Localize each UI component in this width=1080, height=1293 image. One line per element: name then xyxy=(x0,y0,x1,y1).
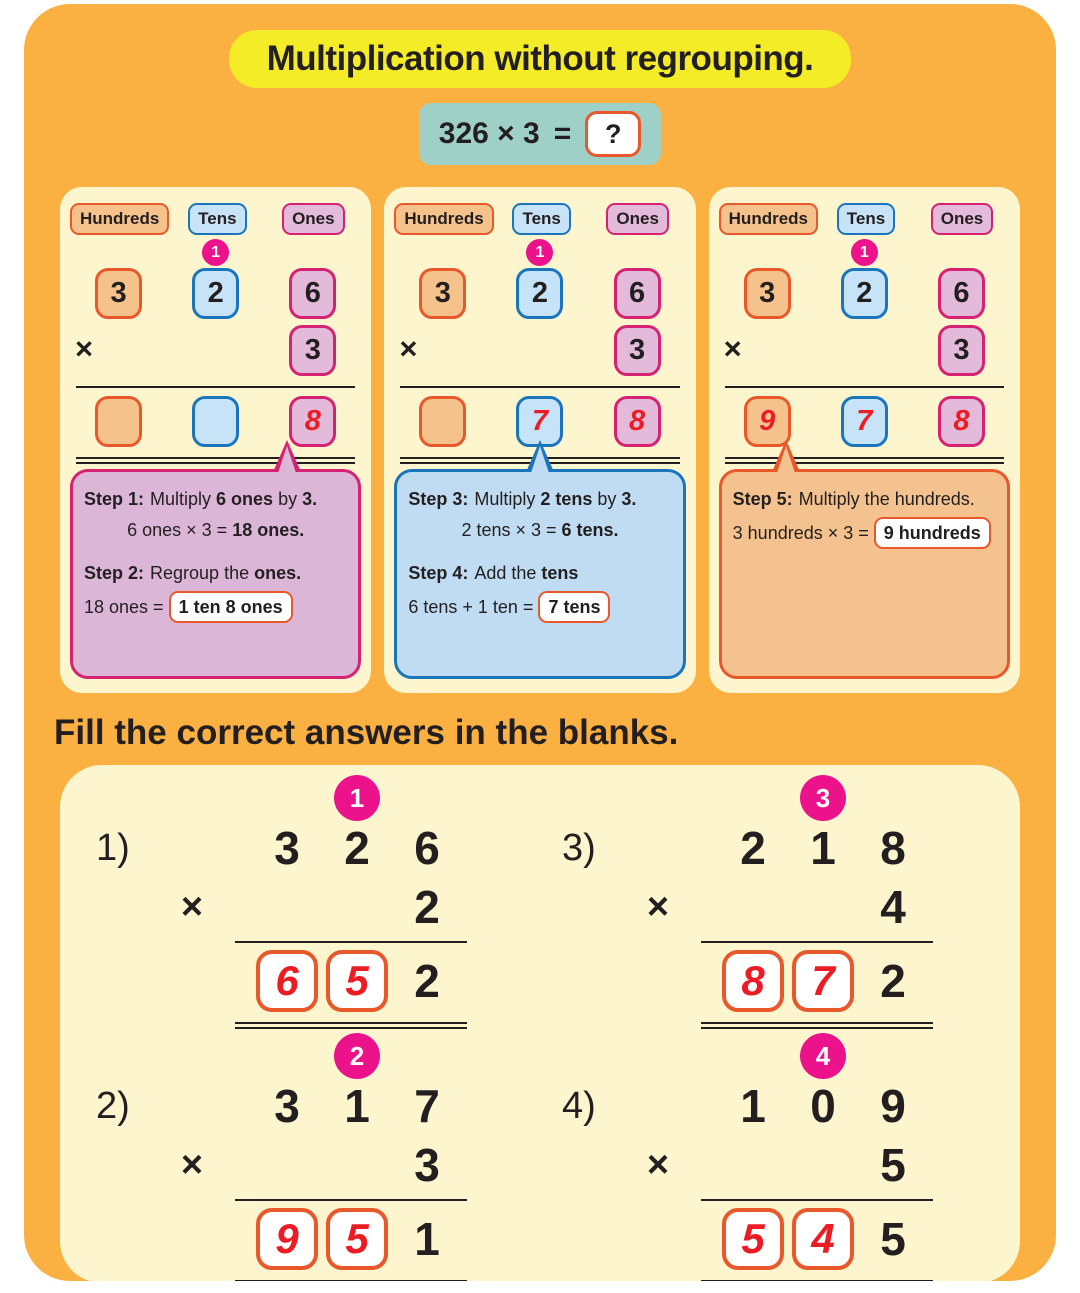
answer-digit: 6 xyxy=(275,957,299,1004)
ones-label: Ones xyxy=(931,203,994,235)
bubble-tail xyxy=(526,440,554,472)
problem-digit: 0 xyxy=(810,1080,836,1132)
step-text: by xyxy=(273,489,303,509)
answer-digit: 7 xyxy=(811,957,835,1004)
answer-row xyxy=(548,1203,998,1275)
problem-label: 4) xyxy=(562,1084,596,1127)
digit-cell-hundreds: 3 xyxy=(95,268,142,319)
rule-line xyxy=(235,941,467,943)
times-sign: × xyxy=(646,1143,670,1186)
step-bold: 6 tens. xyxy=(561,520,619,541)
problem-digit: 9 xyxy=(880,1080,906,1132)
problem-multiplier: 3 xyxy=(414,1139,440,1191)
instruction-heading: Fill the correct answers in the blanks. xyxy=(54,713,679,752)
rule-line xyxy=(725,386,1004,388)
problem-digit: 1 xyxy=(344,1080,370,1132)
multiplier-cell: 3 xyxy=(614,325,661,376)
tens-label: Tens xyxy=(188,203,246,235)
double-rule xyxy=(725,457,1004,464)
times-sign: × xyxy=(180,1143,204,1186)
step-line xyxy=(408,591,671,623)
given-digit: 5 xyxy=(880,1213,906,1265)
place-labels-row xyxy=(60,203,371,235)
multiplicand-row xyxy=(82,1077,532,1135)
step-bubble-2 xyxy=(394,469,685,679)
step-text: Multiply xyxy=(474,489,541,509)
problem-digit: 2 xyxy=(740,822,766,874)
example-panel-2 xyxy=(384,187,695,693)
step-label: Step 1: xyxy=(84,489,145,509)
problem-multiplier: 4 xyxy=(880,881,906,933)
digit-cell-tens: 2 xyxy=(841,268,888,319)
problem-2 xyxy=(82,1033,532,1281)
rule-line xyxy=(701,1199,933,1201)
answer-row xyxy=(82,945,532,1017)
bubble-tail xyxy=(772,440,800,472)
multiplier-row xyxy=(60,325,371,376)
place-labels-row xyxy=(384,203,695,235)
problem-digit: 8 xyxy=(880,822,906,874)
answer-box[interactable] xyxy=(256,950,318,1012)
step-bold: 3. xyxy=(302,489,318,509)
step-text: 3 hundreds × 3 = xyxy=(732,523,874,544)
digit-cell-ones: 6 xyxy=(938,268,985,319)
answer-box[interactable] xyxy=(792,950,854,1012)
step-text: 18 ones = xyxy=(84,597,169,618)
digit-cell-tens: 2 xyxy=(516,268,563,319)
answer-row xyxy=(82,1203,532,1275)
result-cell-tens[interactable]: 7 xyxy=(516,396,563,447)
multiplier-row xyxy=(82,877,532,937)
result-cell-hundreds[interactable] xyxy=(95,396,142,447)
step-text: Multiply xyxy=(150,489,217,509)
result-cell-tens[interactable] xyxy=(192,396,239,447)
rule-line xyxy=(76,386,355,388)
worksheet-card xyxy=(24,4,1056,1281)
hundreds-label: Hundreds xyxy=(70,203,169,235)
times-sign: × xyxy=(723,331,742,366)
step-text: 2 tens × 3 = xyxy=(461,520,562,541)
carry-row xyxy=(60,239,371,266)
result-cell-hundreds[interactable] xyxy=(419,396,466,447)
step-label: Step 2: xyxy=(84,563,145,584)
answer-box[interactable] xyxy=(326,1208,388,1270)
step-line xyxy=(408,486,671,512)
place-labels-row xyxy=(709,203,1020,235)
answer-box[interactable] xyxy=(256,1208,318,1270)
step-line xyxy=(408,517,671,543)
multiplier-cell: 3 xyxy=(938,325,985,376)
step-bubble-1 xyxy=(70,469,361,679)
answer-digit: 4 xyxy=(811,1215,835,1262)
multiplier-row xyxy=(548,1135,998,1195)
hundreds-label: Hundreds xyxy=(719,203,818,235)
multiplicand-row xyxy=(82,819,532,877)
problem-digit: 6 xyxy=(414,822,440,874)
ones-label: Ones xyxy=(606,203,669,235)
example-panels-row xyxy=(60,187,1020,693)
multiplicand-row xyxy=(548,819,998,877)
question-answer-box[interactable]: ? xyxy=(585,111,641,157)
digit-cell-ones: 6 xyxy=(289,268,336,319)
problem-1 xyxy=(82,775,532,1029)
double-rule xyxy=(701,1022,933,1029)
step-text: Multiply the hundreds. xyxy=(798,489,975,509)
step-line xyxy=(733,486,996,512)
answer-digit: 5 xyxy=(345,957,369,1004)
step-line xyxy=(408,560,671,586)
digit-cell-ones: 6 xyxy=(614,268,661,319)
page-title: Multiplication without regrouping. xyxy=(229,30,852,88)
double-rule xyxy=(76,457,355,464)
problem-badge: 3 xyxy=(800,775,846,821)
rule-line xyxy=(400,386,679,388)
answer-box[interactable] xyxy=(326,950,388,1012)
problem-label: 1) xyxy=(96,826,130,869)
result-cell-ones[interactable]: 8 xyxy=(614,396,661,447)
times-sign: × xyxy=(399,331,418,366)
problem-digit: 2 xyxy=(344,822,370,874)
problem-multiplier: 5 xyxy=(880,1139,906,1191)
carry-badge: 1 xyxy=(851,239,878,266)
times-sign: × xyxy=(646,885,670,928)
carry-row xyxy=(709,239,1020,266)
digit-cell-hundreds: 3 xyxy=(419,268,466,319)
digit-cell-tens: 2 xyxy=(192,268,239,319)
answer-chip[interactable]: 1 ten 8 ones xyxy=(169,591,293,623)
example-panel-1 xyxy=(60,187,371,693)
problem-digit: 3 xyxy=(274,822,300,874)
step-line xyxy=(84,486,347,512)
step-label: Step 4: xyxy=(408,563,469,584)
step-bold: tens xyxy=(541,563,579,584)
step-bold: ones. xyxy=(254,563,302,584)
step-bold: 18 ones. xyxy=(232,520,305,541)
rule-line xyxy=(235,1199,467,1201)
step-line xyxy=(84,517,347,543)
step-bold: 6 ones xyxy=(216,489,274,509)
digit-cell-hundreds: 3 xyxy=(744,268,791,319)
multiplicand-row xyxy=(548,1077,998,1135)
step-line xyxy=(84,560,347,586)
step-text: Add the xyxy=(474,563,542,584)
answer-box[interactable] xyxy=(792,1208,854,1270)
answer-chip[interactable]: 7 tens xyxy=(538,591,610,623)
step-line xyxy=(84,591,347,623)
problem-3 xyxy=(548,775,998,1029)
problem-digit: 3 xyxy=(274,1080,300,1132)
result-cell-hundreds[interactable]: 9 xyxy=(744,396,791,447)
double-rule xyxy=(701,1280,933,1281)
equation-expression: 326 × 3 xyxy=(438,117,540,150)
times-sign: × xyxy=(180,885,204,928)
problem-digit: 1 xyxy=(810,822,836,874)
step-text: Regroup the xyxy=(150,563,255,584)
step-line xyxy=(733,517,996,549)
example-panel-3 xyxy=(709,187,1020,693)
step-bold: 2 tens xyxy=(540,489,593,509)
answer-box[interactable] xyxy=(722,1208,784,1270)
double-rule xyxy=(235,1280,467,1281)
practice-panel xyxy=(60,765,1020,1281)
given-digit: 1 xyxy=(414,1213,440,1265)
tens-label: Tens xyxy=(512,203,570,235)
carry-row xyxy=(384,239,695,266)
multiplicand-row xyxy=(60,268,371,319)
answer-row xyxy=(548,945,998,1017)
problem-badge: 1 xyxy=(334,775,380,821)
given-digit: 2 xyxy=(414,955,440,1007)
multiplier-row xyxy=(548,877,998,937)
equation-box xyxy=(419,103,661,165)
tens-label: Tens xyxy=(837,203,895,235)
times-sign: × xyxy=(75,331,94,366)
multiplicand-row xyxy=(709,268,1020,319)
step-bubble-3 xyxy=(719,469,1010,679)
carry-badge: 1 xyxy=(526,239,553,266)
answer-digit: 9 xyxy=(275,1215,299,1262)
multiplier-row xyxy=(709,325,1020,376)
carry-badge: 1 xyxy=(202,239,229,266)
equals-sign: = xyxy=(553,117,572,150)
answer-digit: 5 xyxy=(345,1215,369,1262)
problem-label: 2) xyxy=(96,1084,130,1127)
answer-digit: 5 xyxy=(741,1215,765,1262)
result-cell-tens[interactable]: 7 xyxy=(841,396,888,447)
double-rule xyxy=(235,1022,467,1029)
answer-chip[interactable]: 9 hundreds xyxy=(874,517,991,549)
multiplier-row xyxy=(384,325,695,376)
step-label: Step 3: xyxy=(408,489,469,509)
hundreds-label: Hundreds xyxy=(394,203,493,235)
step-text: 6 ones × 3 = xyxy=(127,520,233,541)
result-row xyxy=(709,396,1020,447)
bubble-tail xyxy=(273,440,301,472)
step-text: by xyxy=(592,489,622,509)
problem-multiplier: 2 xyxy=(414,881,440,933)
ones-label: Ones xyxy=(282,203,345,235)
step-bold: 3. xyxy=(621,489,637,509)
answer-box[interactable] xyxy=(722,950,784,1012)
given-digit: 2 xyxy=(880,955,906,1007)
problem-label: 3) xyxy=(562,826,596,869)
step-label: Step 5: xyxy=(732,489,793,509)
multiplier-cell: 3 xyxy=(289,325,336,376)
multiplicand-row xyxy=(384,268,695,319)
rule-line xyxy=(701,941,933,943)
problem-badge: 4 xyxy=(800,1033,846,1079)
problem-4 xyxy=(548,1033,998,1281)
result-cell-ones[interactable]: 8 xyxy=(289,396,336,447)
result-row xyxy=(60,396,371,447)
problem-digit: 7 xyxy=(414,1080,440,1132)
answer-digit: 8 xyxy=(741,957,765,1004)
problem-badge: 2 xyxy=(334,1033,380,1079)
problem-digit: 1 xyxy=(740,1080,766,1132)
result-cell-ones[interactable]: 8 xyxy=(938,396,985,447)
multiplier-row xyxy=(82,1135,532,1195)
step-text: 6 tens + 1 ten = xyxy=(408,597,539,618)
